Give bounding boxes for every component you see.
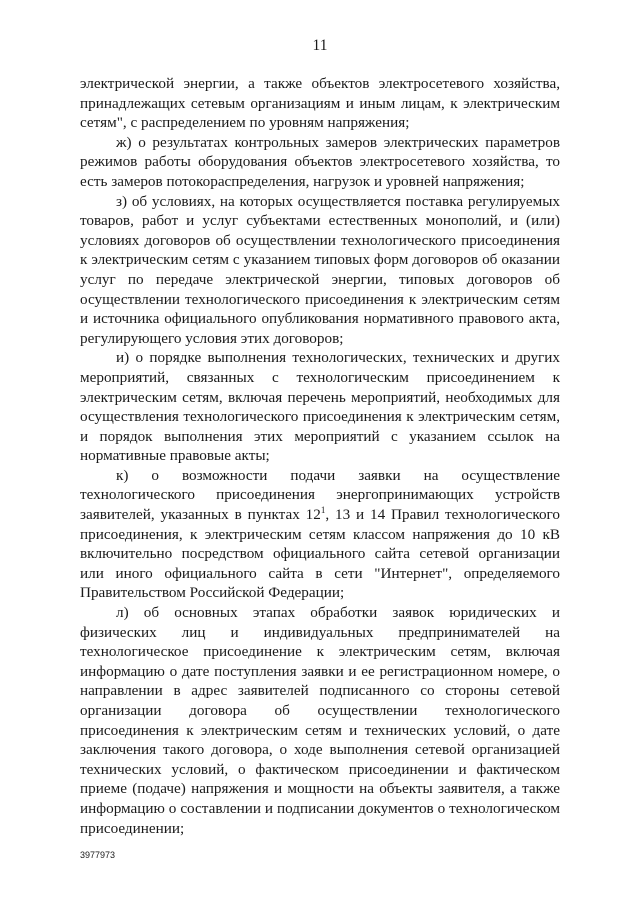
footnote-superscript: 1 [320, 505, 326, 516]
page-number: 11 [312, 37, 328, 54]
document-code: 3977973 [80, 850, 116, 860]
paragraph-k-text-end: , 13 и 14 Правил технологического присоединения, к электрическим сетям классом напряжения до 10 кВ включительно посредством официального сайта сетевой организации или иного официального сайта в сети "Интернет", определяемого Правительством Российской Федерации; [80, 506, 560, 602]
paragraph-z: з) об условиях, на которых осуществляется поставка регулируемых товаров, работ и услуг субъектами естественных монополий, и (или) условиях договоров об осуществлении технологического присоединения к электрическим сетям с указанием типовых форм договоров об оказании услуг по передаче электрической энергии, типовых договоров об осуществлении технологического присоединения к электрическим сетям и источника официального опубликования нормативного правового акта, регулирующего условия этих договоров; [80, 192, 560, 347]
paragraph-k-text-start: к) о возможности подачи заявки на осуществление технологического присоединения энергопринимающих устройств заявителей, указанных в пунктах 12 [80, 466, 560, 524]
paragraph-l: л) об основных этапах обработки заявок юридических и физических лиц и индивидуальных предпринимателей на технологическое присоединение к электрическим сетям, включая информацию о дате поступления заявки и ее регистрационном номере, о направлении в адрес заявителей подписанного со стороны сетевой организации договора об осуществлении технологического присоединения к электрическим сетям и технических условий, о дате заключения такого договора, о ходе выполнения сетевой организацией технических условий, о фактическом присоединении и фактическом приеме (подаче) напряжения и мощности на объекты заявителя, а также информацию о составлении и подписании документов о технологическом присоединении; [80, 604, 560, 837]
paragraph-zh: ж) о результатах контрольных замеров электрических параметров режимов работы оборудования объектов электросетевого хозяйства, то есть замеров потокораспределения, нагрузок и уровней напряжения; [80, 133, 560, 190]
paragraph-continuation: электрической энергии, а также объектов электросетевого хозяйства, принадлежащих сетевым организациям и иным лицам, к электрическим сетям", с распределением по уровням напряжения; [80, 75, 560, 132]
document-body [80, 74, 560, 838]
paragraph-k [80, 466, 560, 603]
paragraph-i: и) о порядке выполнения технологических, технических и других мероприятий, связанных с технологическим присоединением к электрическим сетям, включая перечень мероприятий, необходимых для осуществления технологического присоединения к электрическим сетям, и порядок выполнения этих мероприятий с указанием ссылок на нормативные правовые акты; [80, 349, 560, 465]
